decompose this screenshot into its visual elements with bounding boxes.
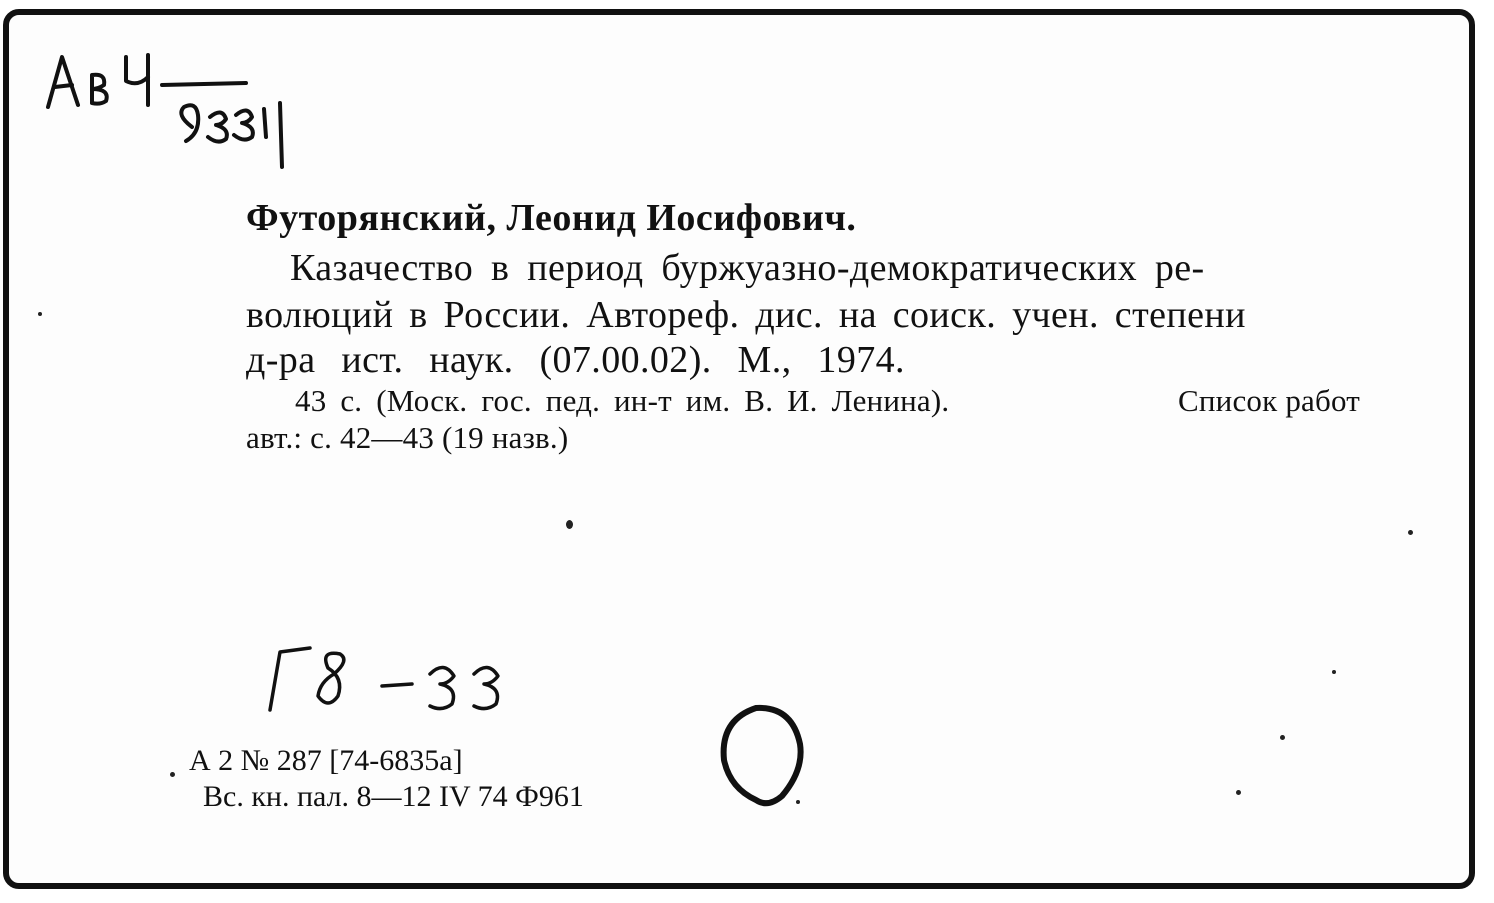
- pagination-line: 43 с. (Моск. гос. пед. ин-т им. В. И. Ленина).: [295, 383, 950, 418]
- speck: [1408, 530, 1413, 535]
- accession-line-2: Вс. кн. пал. 8—12 IV 74 Ф961: [203, 780, 584, 813]
- speck: [796, 800, 800, 804]
- speck: [566, 520, 573, 529]
- speck: [1280, 735, 1285, 740]
- title-line-2: волюций в России. Автореф. дис. на соиск. учен. степени: [246, 294, 1246, 336]
- bibliography-note-start: Список работ: [1178, 383, 1360, 418]
- bibliography-note-end: авт.: с. 42—43 (19 назв.): [246, 420, 569, 455]
- accession-line-1: А 2 № 287 [74-6835а]: [189, 744, 463, 777]
- speck: [170, 772, 175, 777]
- speck: [1332, 670, 1336, 674]
- handwritten-shelfmark-drawing: [40, 45, 320, 175]
- speck: [38, 312, 42, 316]
- handwritten-code: [262, 630, 522, 720]
- speck: [1236, 790, 1241, 795]
- handwritten-code-drawing: [262, 630, 522, 720]
- handwritten-shelfmark: [40, 45, 320, 175]
- title-line-3: д-ра ист. наук. (07.00.02). М., 1974.: [246, 339, 905, 381]
- title-line-1: Казачество в период буржуазно-демократических ре-: [290, 247, 1205, 289]
- author-heading: Футорянский, Леонид Иосифович.: [246, 197, 857, 239]
